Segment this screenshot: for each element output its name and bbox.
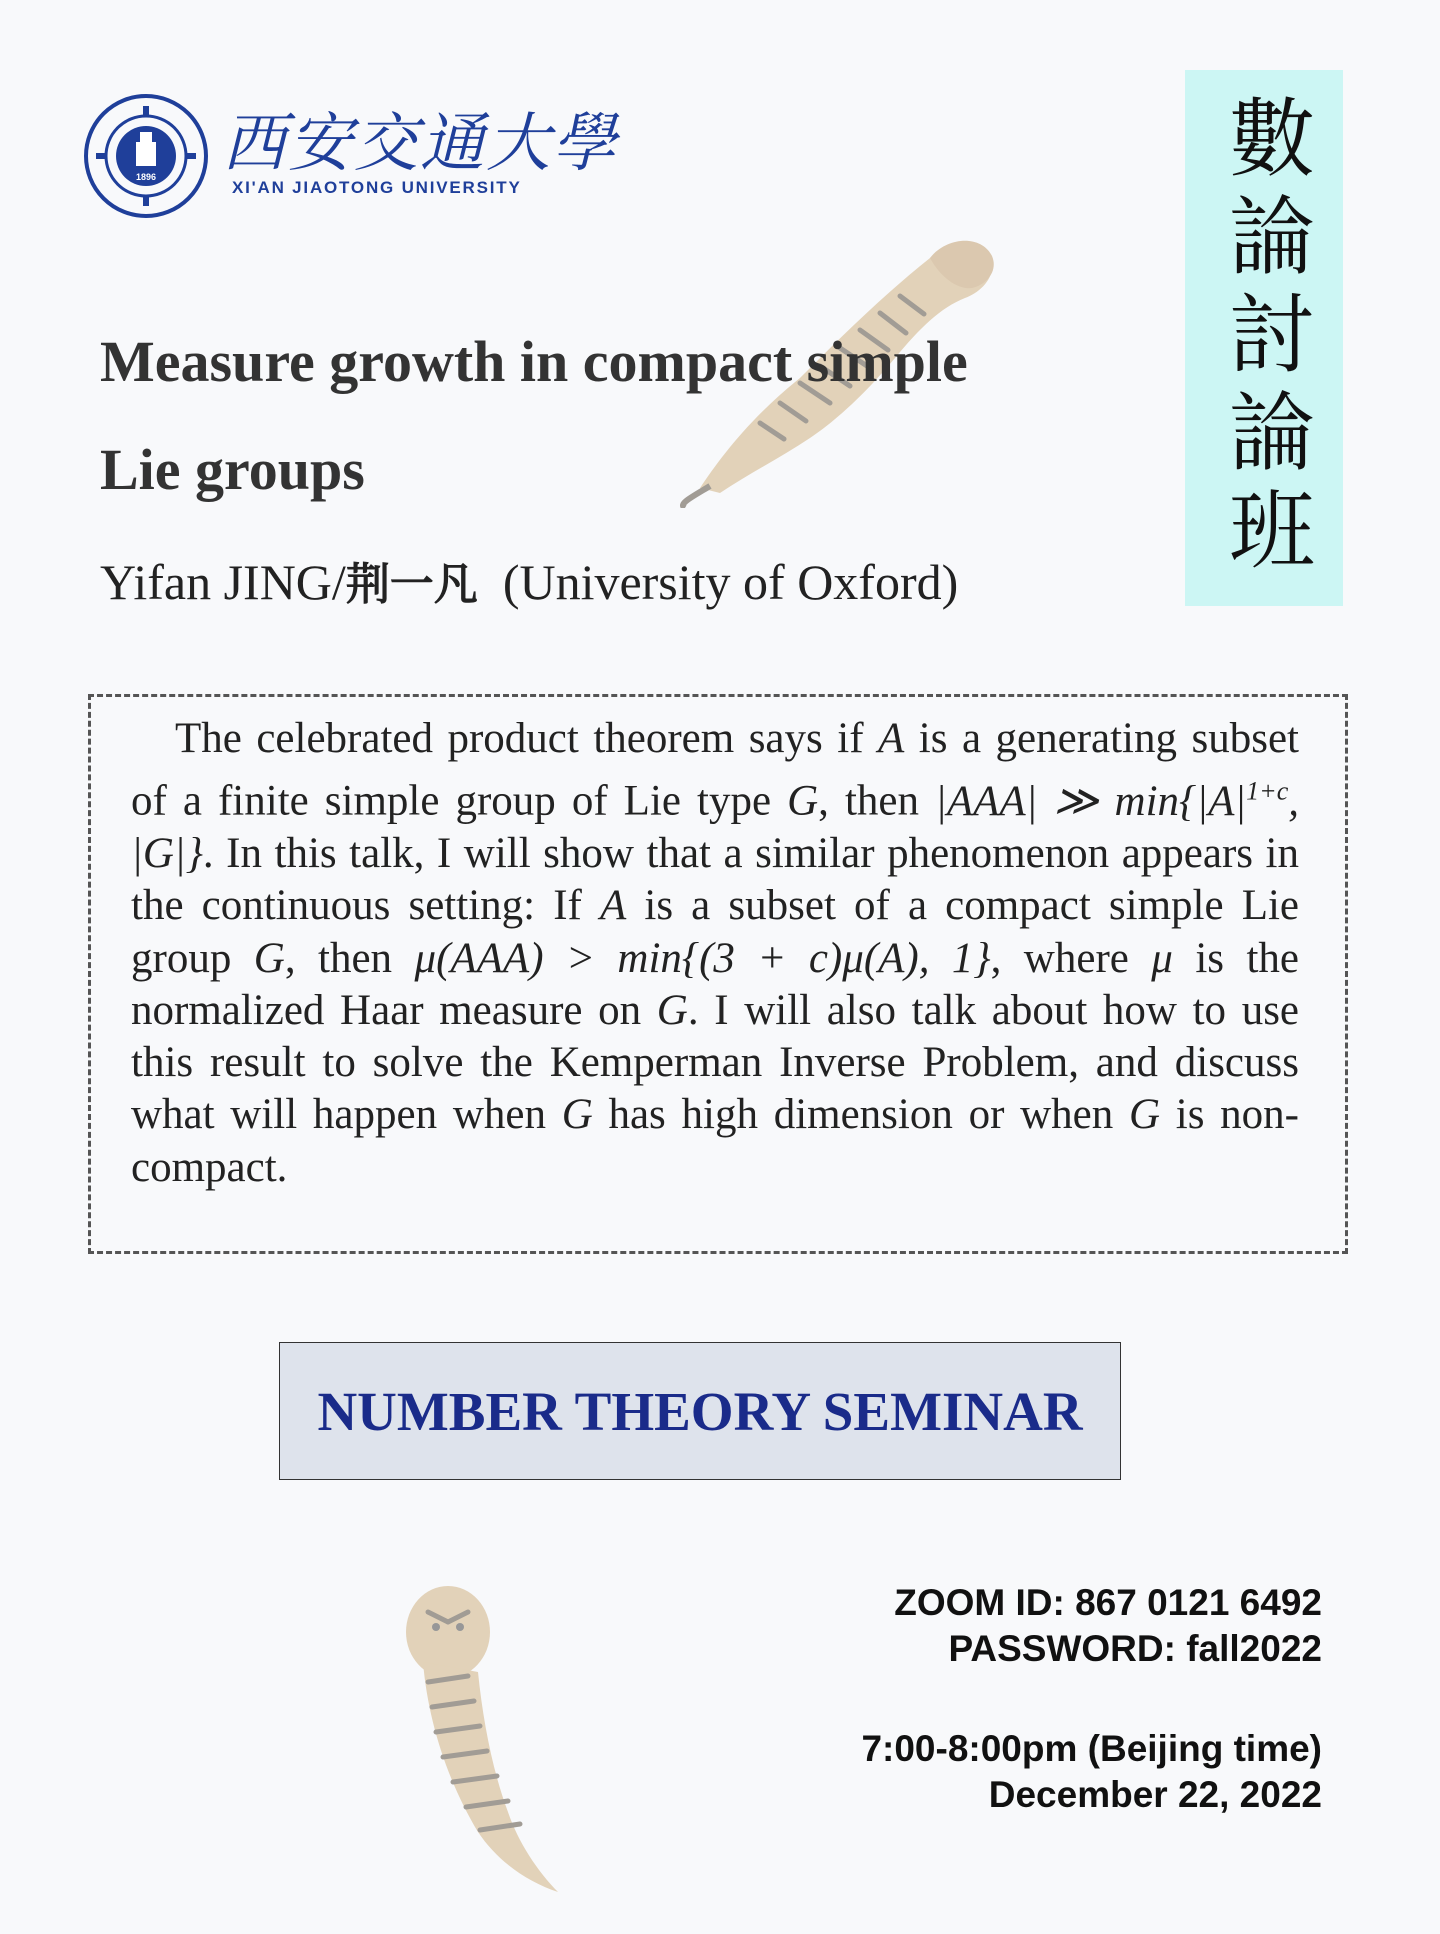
math-symbol: G: [253, 934, 285, 982]
talk-title-line-1: Measure growth in compact simple: [100, 329, 968, 394]
math-symbol: G: [1128, 1091, 1161, 1139]
math-symbol: G: [656, 986, 688, 1034]
formula-part: , |G|}: [131, 777, 1299, 877]
math-symbol: G: [561, 1091, 593, 1139]
abstract-part: is the normalized Haar measure on: [131, 934, 1299, 1034]
university-name-english: XI'AN JIAOTONG UNIVERSITY: [232, 178, 522, 197]
speaker-line: [100, 548, 958, 612]
abstract-part: is non-compact.: [131, 1091, 1299, 1191]
speaker-affiliation: (University of Oxford): [502, 554, 959, 610]
seminar-label: NUMBER THEORY SEMINAR: [317, 1380, 1083, 1442]
speaker-chinese-name: 荆一凡: [345, 559, 478, 610]
talk-title-line-2: Lie groups: [100, 437, 365, 502]
abstract-part: . I will also talk about how to use this result to solve the Kemperman Inverse Problem, and discuss what will happen when: [131, 986, 1300, 1139]
tiger-sitting-image: [388, 1572, 588, 1902]
abstract-part: . In this talk, I will show that a similar phenomenon appears in the continuous setting: If: [131, 829, 1299, 930]
abstract-part: has high dimension or when: [592, 1091, 1129, 1139]
logo-year: 1896: [135, 172, 157, 182]
abstract-box: [88, 694, 1348, 1254]
abstract-part: is a generating subset of a finite simple group of Lie type: [131, 715, 1299, 825]
math-symbol: μ: [1151, 934, 1173, 982]
speaker-spacer: [478, 554, 503, 610]
event-time: 7:00-8:00pm (Beijing time): [861, 1728, 1322, 1769]
abstract-part: , then: [284, 934, 415, 982]
university-logo: [82, 92, 210, 220]
abstract-part: , then: [818, 777, 936, 825]
abstract-part: The celebrated product theorem says if: [175, 715, 878, 762]
speaker-name: Yifan JING/: [100, 554, 346, 610]
abstract-part: , where: [990, 934, 1152, 982]
math-symbol: A: [878, 715, 905, 762]
math-symbol: A: [599, 882, 627, 930]
seminar-label-box: [279, 1342, 1121, 1480]
seminar-banner: [1185, 70, 1343, 606]
abstract-text: [131, 713, 1299, 1194]
formula-part: |AAA| ≫ min{|A|: [935, 777, 1247, 825]
banner-text: 數論討論班: [1214, 93, 1314, 583]
abstract-part: is a subset of a compact simple Lie group: [131, 882, 1300, 982]
zoom-password: PASSWORD: fall2022: [948, 1628, 1322, 1669]
math-symbol: G: [787, 777, 819, 825]
university-name-chinese: 西安交通大學: [222, 107, 618, 181]
formula-superscript: 1+c: [1246, 776, 1289, 806]
event-date: December 22, 2022: [988, 1774, 1322, 1815]
math-formula-2: μ(AAA) > min{(3 + c)μ(A), 1}: [414, 934, 991, 982]
zoom-id: ZOOM ID: 867 0121 6492: [894, 1582, 1322, 1623]
